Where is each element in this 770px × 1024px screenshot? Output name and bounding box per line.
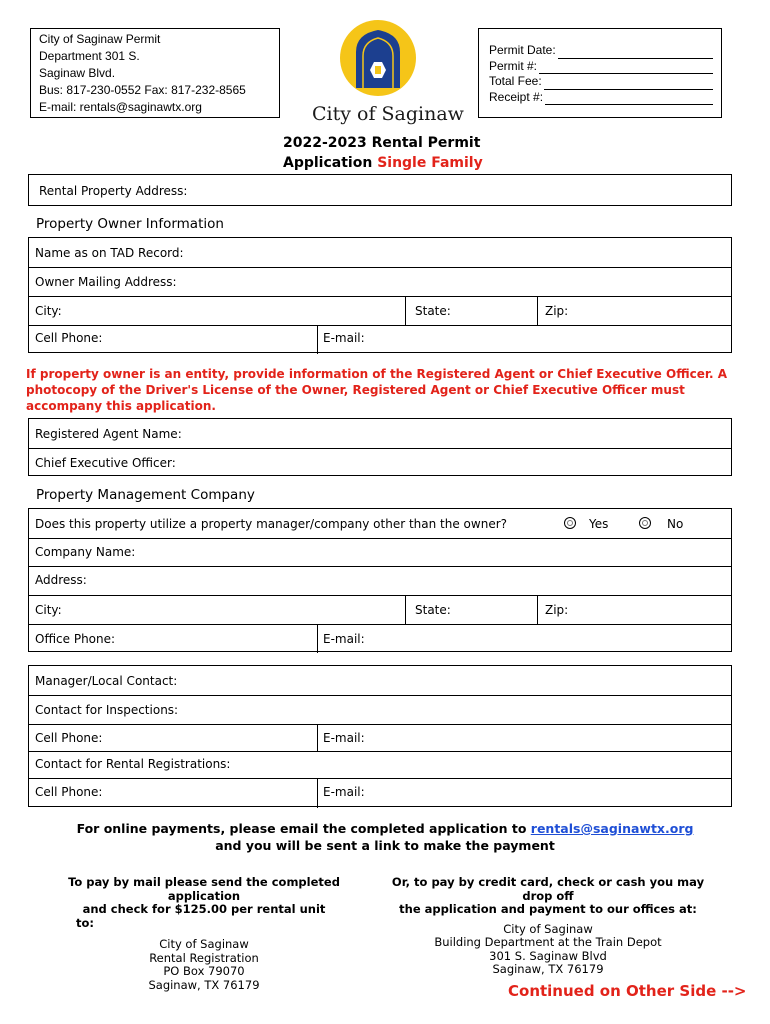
office-phone-field[interactable]: Office Phone: [35,632,116,646]
registrations-cell-field[interactable]: Cell Phone: [35,785,103,799]
permit-office-use-box [478,28,722,118]
city-seal-logo [338,18,418,98]
owner-state-field[interactable]: State: [415,304,451,318]
owner-zip-field[interactable]: Zip: [545,304,569,318]
dept-line: E-mail: rentals@saginawtx.org [39,100,202,114]
title-line-1: 2022-2023 Rental Permit [283,135,481,151]
owner-city-field[interactable]: City: [35,304,62,318]
owner-cell-phone-field[interactable]: Cell Phone: [35,331,103,345]
receipt-number-line: Receipt #: [489,90,713,106]
registered-agent-field[interactable]: Registered Agent Name: [35,427,182,441]
owner-info-table [28,237,732,353]
total-fee-line: Total Fee: [489,74,713,90]
contacts-table [28,665,732,807]
company-city-field[interactable]: City: [35,603,62,617]
owner-email-field[interactable]: E-mail: [323,331,365,345]
manager-question: Does this property utilize a property manager/company other than the owner? [35,517,508,531]
company-state-field[interactable]: State: [415,603,451,617]
continued-note: Continued on Other Side --> [508,982,747,1000]
permit-date-line: Permit Date: [489,43,713,59]
rental-address-box [28,174,732,206]
entity-notice: If property owner is an entity, provide information of the Registered Agent or Chief Executive Officer. A photocopy of the Driver's License of the Owner, Registered Agent or Chief Executive Officer must accompany this application. [26,367,728,413]
online-payment-note: For online payments, please email the completed application to rentals@saginawtx.org and you will be sent a link to make the payment [76,821,694,853]
chief-executive-field[interactable]: Chief Executive Officer: [35,456,176,470]
yes-label: Yes [589,517,609,531]
department-info-box [30,28,280,118]
single-family-label: Single Family [377,155,483,171]
agent-info-table [28,418,732,476]
management-section-heading: Property Management Company [36,487,255,503]
drop-off-block: Or, to pay by credit card, check or cash you may drop off the application and payment to our offices at: City of Saginaw Building Department at the Train Depot 301 S. Saginaw Blvd Saginaw, TX 76179 [391,875,705,976]
yes-radio[interactable] [564,517,576,529]
dept-line: Bus: 817-230-0552 Fax: 817-232-8565 [39,83,246,97]
form-title [283,133,483,173]
registrations-email-field[interactable]: E-mail: [323,785,365,799]
manager-contact-field[interactable]: Manager/Local Contact: [35,674,178,688]
company-zip-field[interactable]: Zip: [545,603,569,617]
owner-section-heading: Property Owner Information [36,216,224,232]
registrations-contact-field[interactable]: Contact for Rental Registrations: [35,757,231,771]
dept-line: Saginaw Blvd. [39,66,116,80]
rentals-email-link[interactable]: rentals@saginawtx.org [530,821,694,836]
inspections-contact-field[interactable]: Contact for Inspections: [35,703,179,717]
inspections-email-field[interactable]: E-mail: [323,731,365,745]
title-line-2: Application Single Family [283,155,483,171]
company-address-field[interactable]: Address: [35,573,87,587]
seal-icon [338,18,418,98]
management-info-table [28,508,732,652]
dept-line: City of Saginaw Permit [39,32,161,46]
permit-number-line: Permit #: [489,59,713,75]
rental-address-label: Rental Property Address: [39,184,188,198]
no-radio[interactable] [639,517,651,529]
company-email-field[interactable]: E-mail: [323,632,365,646]
company-name-field[interactable]: Company Name: [35,545,136,559]
dept-line: Department 301 S. [39,49,140,63]
inspections-cell-field[interactable]: Cell Phone: [35,731,103,745]
logo-text: City of Saginaw [312,103,464,125]
pay-by-mail-block: To pay by mail please send the completed application and check for $125.00 per rental unit to: City of Saginaw Rental Registration PO Box 79070 Saginaw, TX 76179 [68,875,340,992]
no-label: No [667,517,684,531]
tad-name-field[interactable]: Name as on TAD Record: [35,246,184,260]
owner-mailing-address-field[interactable]: Owner Mailing Address: [35,275,177,289]
